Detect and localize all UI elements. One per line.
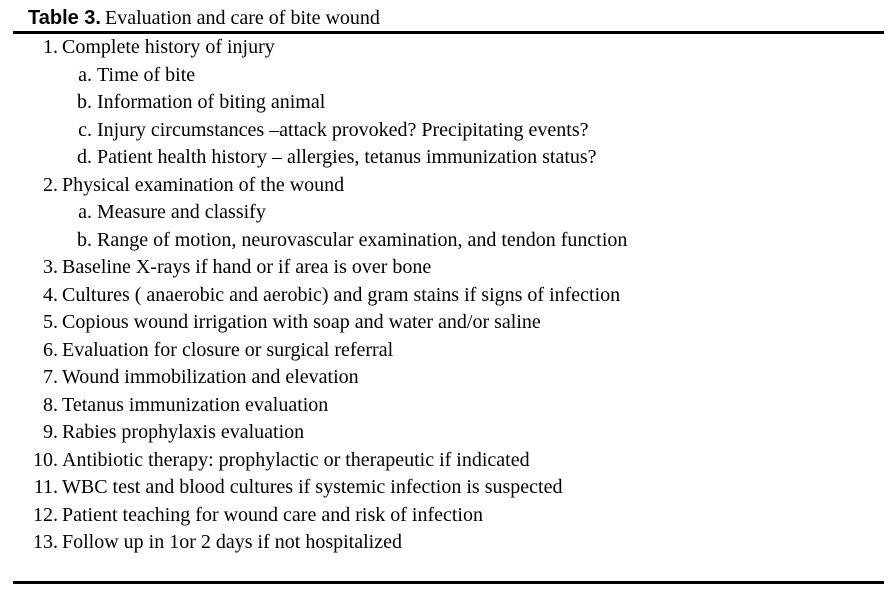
- item-text: Tetanus immunization evaluation: [62, 393, 329, 416]
- list-item: [0, 337, 895, 365]
- table-caption: [28, 6, 380, 30]
- sub-item-letter: b.: [77, 91, 92, 113]
- sub-item-letter: b.: [77, 228, 92, 251]
- list-item: [0, 392, 895, 420]
- sub-item-letter: a.: [78, 63, 92, 86]
- list-item: [0, 254, 895, 282]
- item-number: 8.: [43, 393, 58, 416]
- list-item: [0, 364, 895, 392]
- item-text: Antibiotic therapy: prophylactic or therapeutic if indicated: [62, 448, 530, 471]
- item-text: Copious wound irrigation with soap and water and/or saline: [62, 311, 541, 333]
- item-text: WBC test and blood cultures if systemic infection is suspected: [62, 476, 563, 498]
- item-number: 9.: [43, 421, 58, 443]
- sub-item-letter: a.: [78, 201, 92, 223]
- item-number: 13.: [33, 531, 58, 553]
- sub-item-letter: d.: [77, 146, 92, 168]
- list-item: [0, 34, 895, 62]
- sub-item-text: Measure and classify: [97, 201, 266, 223]
- item-number: 12.: [33, 503, 58, 526]
- item-text: Evaluation for closure or surgical referral: [62, 338, 394, 361]
- item-number: 3.: [43, 256, 58, 278]
- evaluation-list: [0, 34, 895, 557]
- sub-list-item: [0, 89, 895, 117]
- table-label: Table 3.: [28, 7, 101, 29]
- item-text: Follow up in 1or 2 days if not hospitalized: [62, 531, 402, 553]
- item-number: 7.: [43, 366, 58, 388]
- list-item: [0, 419, 895, 447]
- sub-list-item: [0, 227, 895, 255]
- sub-item-text: Patient health history – allergies, tetanus immunization status?: [97, 146, 597, 168]
- item-number: 6.: [43, 338, 58, 361]
- list-item: [0, 282, 895, 310]
- list-item: [0, 447, 895, 475]
- item-number: 4.: [43, 283, 58, 306]
- item-text: Patient teaching for wound care and risk of infection: [62, 503, 483, 526]
- item-text: Wound immobilization and elevation: [62, 366, 359, 388]
- list-item: [0, 502, 895, 530]
- item-text: Rabies prophylaxis evaluation: [62, 421, 305, 443]
- table-title: Evaluation and care of bite wound: [105, 7, 380, 29]
- list-item: [0, 474, 895, 502]
- sub-item-text: Injury circumstances –attack provoked? Precipitating events?: [97, 118, 589, 141]
- sub-list-item: [0, 117, 895, 145]
- table-bottom-rule: [13, 581, 884, 584]
- item-text: Cultures ( anaerobic and aerobic) and gram stains if signs of infection: [62, 283, 621, 306]
- sub-list-item: [0, 62, 895, 90]
- item-number: 10.: [33, 448, 58, 471]
- sub-item-text: Information of biting animal: [97, 91, 326, 113]
- item-number: 1.: [43, 36, 58, 58]
- item-text: Physical examination of the wound: [62, 173, 345, 196]
- list-item: [0, 172, 895, 200]
- item-number: 11.: [33, 476, 58, 498]
- sub-list-item: [0, 199, 895, 227]
- sub-item-letter: c.: [78, 118, 92, 141]
- item-number: 5.: [43, 311, 58, 333]
- list-item: [0, 309, 895, 337]
- sub-item-text: Time of bite: [97, 63, 196, 86]
- item-text: Baseline X-rays if hand or if area is over bone: [62, 256, 432, 278]
- sub-item-text: Range of motion, neurovascular examination, and tendon function: [97, 228, 628, 251]
- item-number: 2.: [43, 173, 58, 196]
- list-item: [0, 529, 895, 557]
- item-text: Complete history of injury: [62, 36, 275, 58]
- sub-list-item: [0, 144, 895, 172]
